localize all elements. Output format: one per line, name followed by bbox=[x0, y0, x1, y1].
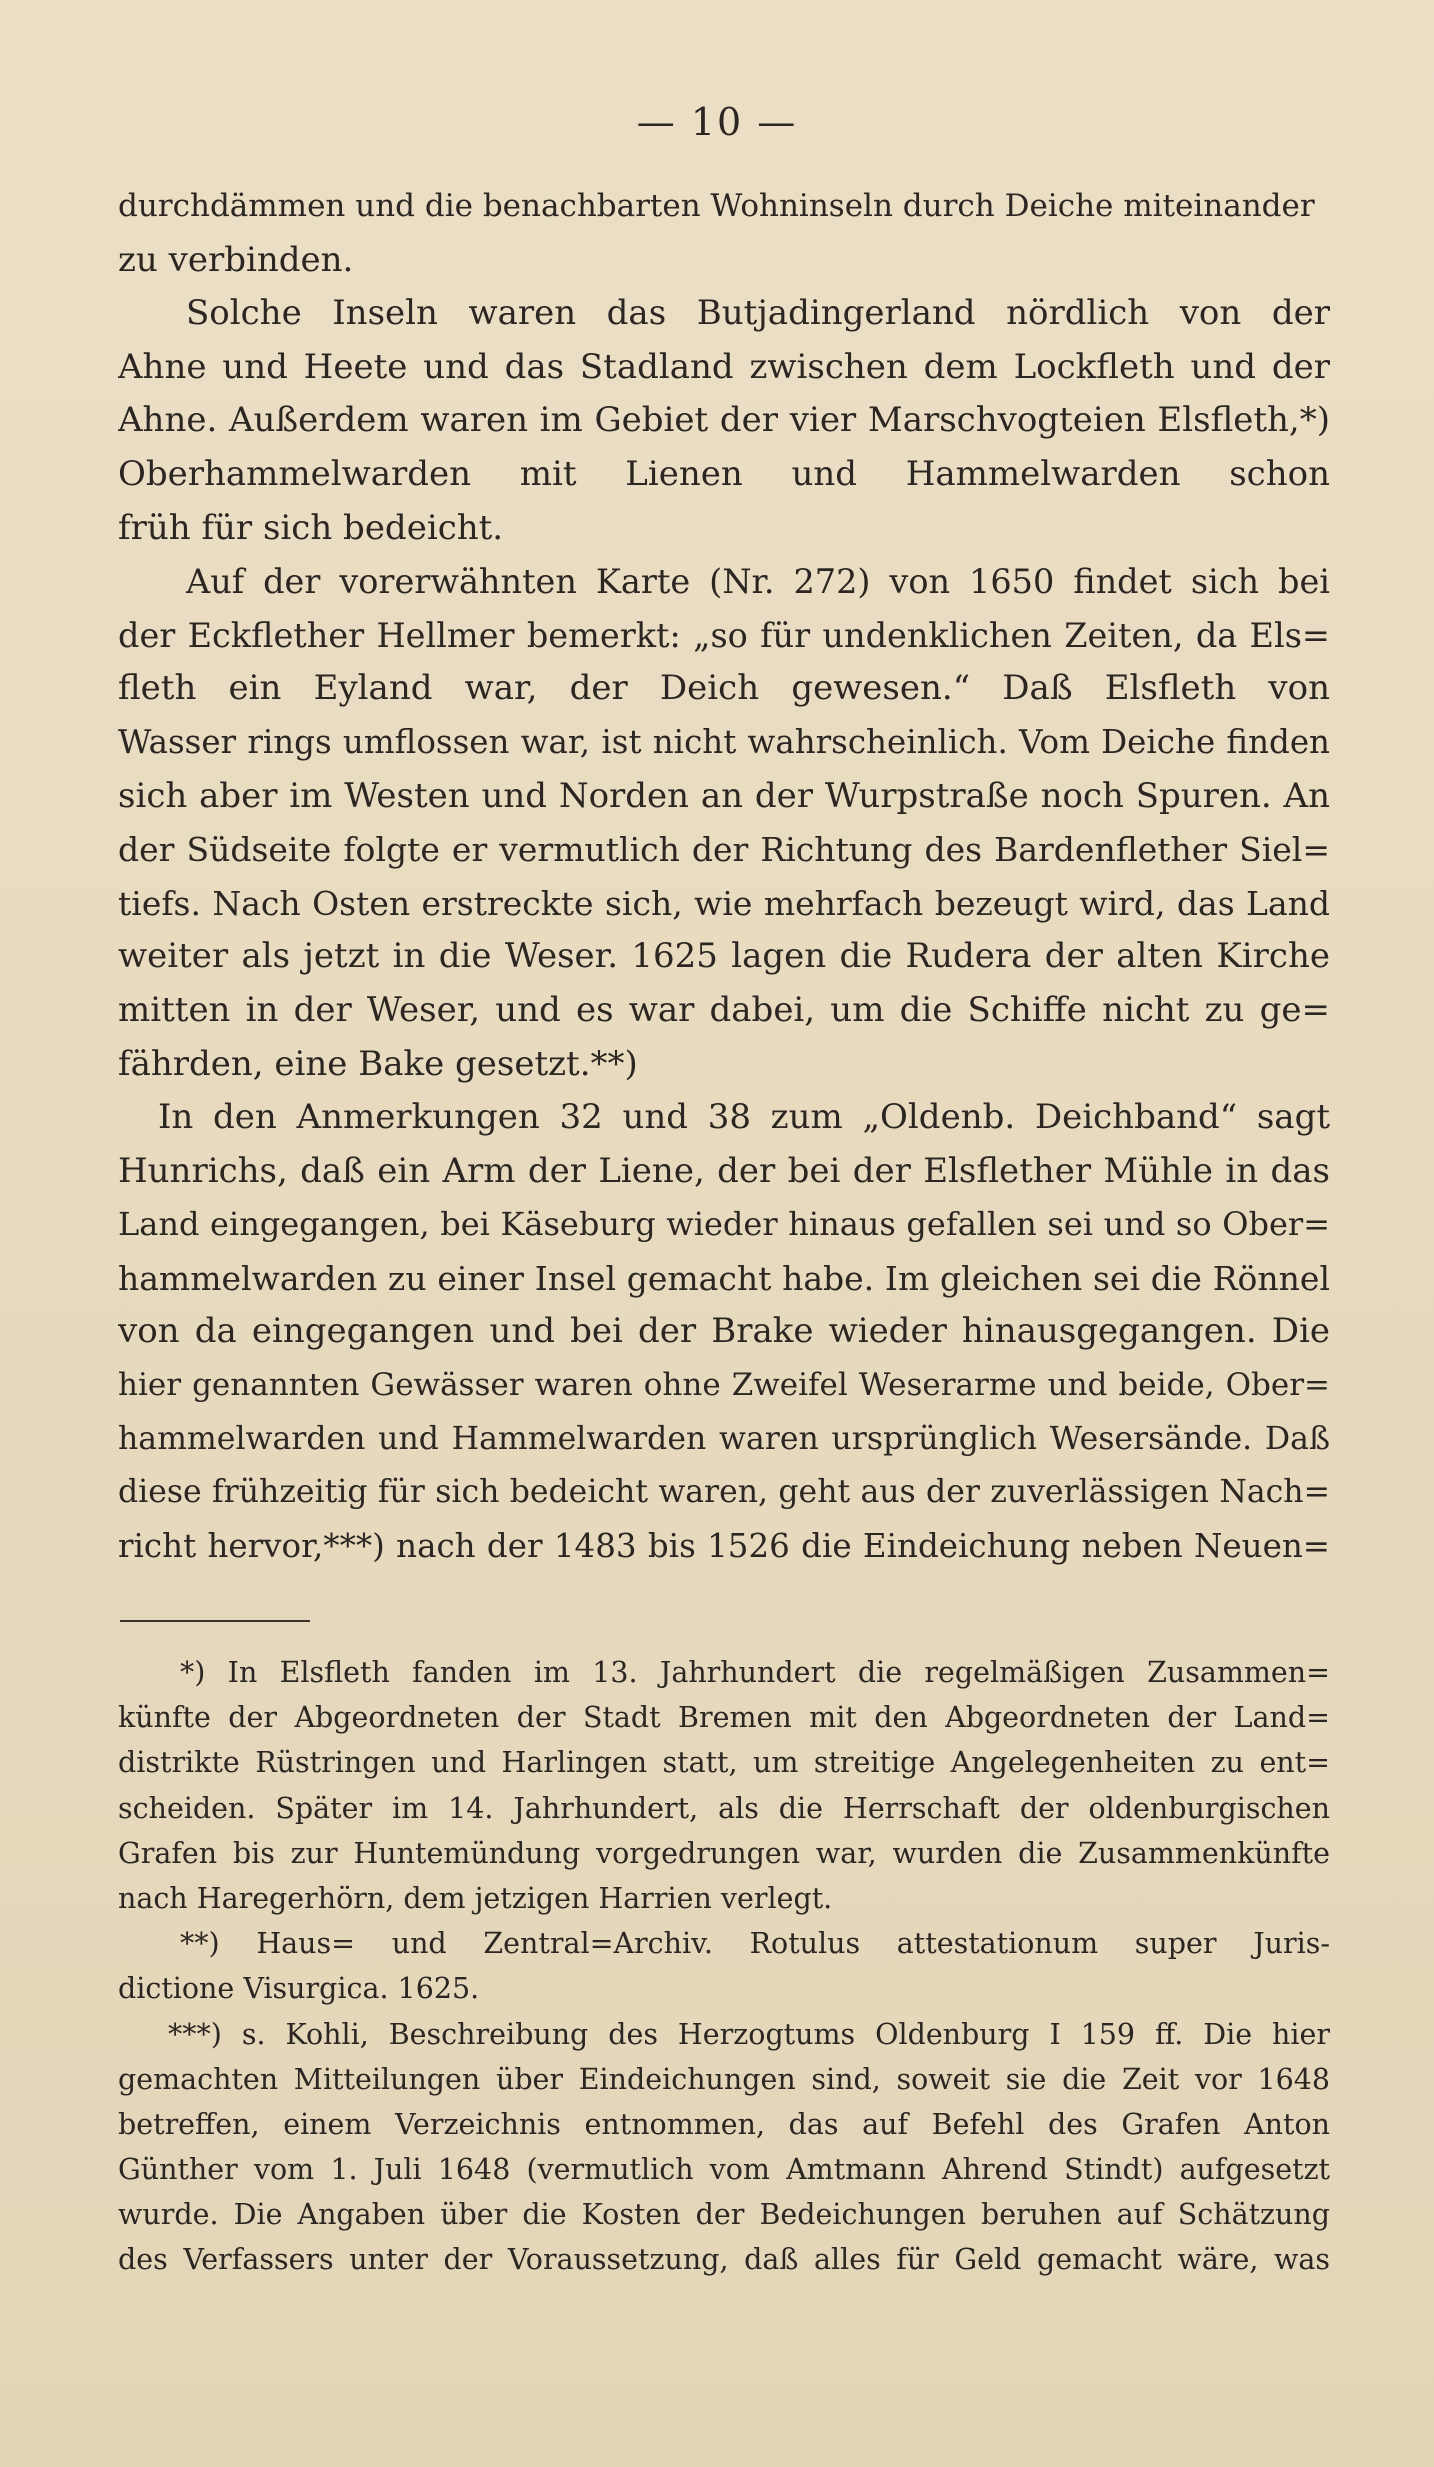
footnote-line: ***) s. Kohli, Beschreibung des Herzogtums Oldenburg I 159 ff. Die hier bbox=[168, 2017, 1330, 2051]
footnote-line: distrikte Rüstringen und Harlingen statt, um streitige Angelegenheiten zu ent= bbox=[118, 1746, 1330, 1780]
text-line: tiefs. Nach Osten erstreckte sich, wie mehrfach bezeugt wird, das Land bbox=[118, 883, 1330, 923]
text-line: weiter als jetzt in die Weser. 1625 lagen die Rudera der alten Kirche bbox=[118, 936, 1330, 977]
text-line: der Südseite folgte er vermutlich der Richtung des Bardenflether Siel= bbox=[118, 830, 1330, 870]
text-line: Hunrichs, daß ein Arm der Liene, der bei der Elsflether Mühle in das bbox=[118, 1150, 1330, 1191]
footnotes bbox=[118, 1650, 1330, 2283]
footnote-line: dictione Visurgica. 1625. bbox=[118, 1972, 480, 2006]
text-line: Auf der vorerwähnten Karte (Nr. 272) von 1650 findet sich bei bbox=[186, 562, 1330, 602]
text-line: hammelwarden zu einer Insel gemacht habe. Im gleichen sei die Rönnel bbox=[118, 1258, 1330, 1298]
text-line: Land eingegangen, bei Käseburg wieder hinaus gefallen sei und so Ober= bbox=[118, 1205, 1330, 1244]
text-line: hier genannten Gewässer waren ohne Zweifel Weserarme und beide, Ober= bbox=[118, 1367, 1330, 1404]
footnote-line: gemachten Mitteilungen über Eindeichungen sind, soweit sie die Zeit vor 1648 bbox=[118, 2062, 1330, 2096]
footnote-line: nach Haregerhörn, dem jetzigen Harrien verlegt. bbox=[118, 1881, 833, 1915]
text-line: fährden, eine Bake gesetzt.**) bbox=[118, 1043, 638, 1084]
text-line: hammelwarden und Hammelwarden waren ursprünglich Wesersände. Daß bbox=[118, 1420, 1330, 1457]
footnote-line: betreffen, einem Verzeichnis entnommen, das auf Befehl des Grafen Anton bbox=[118, 2107, 1330, 2141]
text-line: zu verbinden. bbox=[118, 239, 354, 280]
footnote-line: Günther vom 1. Juli 1648 (vermutlich vom Amtmann Ahrend Stindt) aufgesetzt bbox=[118, 2153, 1330, 2187]
text-line: sich aber im Westen und Norden an der Wurpstraße noch Spuren. An bbox=[118, 775, 1330, 816]
text-line: diese frühzeitig für sich bedeicht waren, geht aus der zuverlässigen Nach= bbox=[118, 1474, 1330, 1511]
footnote-line: *) In Elsfleth fanden im 13. Jahrhundert die regelmäßigen Zusammen= bbox=[180, 1656, 1330, 1689]
text-line: Solche Inseln waren das Butjadingerland nördlich von der bbox=[186, 293, 1330, 334]
text-line: von da eingegangen und bei der Brake wieder hinausgegangen. Die bbox=[118, 1311, 1330, 1352]
page-number: — 10 — bbox=[636, 100, 798, 144]
footnote-line: wurde. Die Angaben über die Kosten der Bedeichungen beruhen auf Schätzung bbox=[118, 2198, 1330, 2232]
text-line: der Eckflether Hellmer bemerkt: „so für undenklichen Zeiten, da Els= bbox=[118, 615, 1330, 655]
text-line: Ahne und Heete und das Stadland zwischen dem Lockfleth und der bbox=[118, 346, 1330, 387]
footnote-line: künfte der Abgeordneten der Stadt Bremen mit den Abgeordneten der Land= bbox=[118, 1701, 1330, 1735]
text-line: durchdämmen und die benachbarten Wohninseln durch Deiche miteinander bbox=[118, 188, 1315, 224]
text-line: Oberhammelwarden mit Lienen und Hammelwarden schon bbox=[118, 453, 1330, 494]
footnote-line: scheiden. Später im 14. Jahrhundert, als die Herrschaft der oldenburgischen bbox=[118, 1791, 1330, 1825]
text-line: Ahne. Außerdem waren im Gebiet der vier Marschvogteien Elsfleth,*) bbox=[118, 400, 1330, 441]
text-line: mitten in der Weser, und es war dabei, um die Schiffe nicht zu ge= bbox=[118, 989, 1330, 1030]
footnote-divider bbox=[120, 1620, 310, 1622]
text-line: richt hervor,***) nach der 1483 bis 1526 die Eindeichung neben Neuen= bbox=[118, 1526, 1330, 1565]
text-line: fleth ein Eyland war, der Deich gewesen.“ Daß Elsfleth von bbox=[118, 668, 1330, 709]
footnote-line: **) Haus= und Zentral=Archiv. Rotulus attestationum super Juris- bbox=[180, 1927, 1330, 1961]
footnote-line: Grafen bis zur Huntemündung vorgedrungen war, wurden die Zusammenkünfte bbox=[118, 1836, 1330, 1870]
main-text bbox=[118, 180, 1330, 1573]
text-line: Wasser rings umflossen war, ist nicht wahrscheinlich. Vom Deiche finden bbox=[118, 722, 1330, 761]
text-line: früh für sich bedeicht. bbox=[118, 507, 504, 548]
text-line: In den Anmerkungen 32 und 38 zum „Oldenb. Deichband“ sagt bbox=[158, 1097, 1330, 1138]
footnote-line: des Verfassers unter der Voraussetzung, daß alles für Geld gemacht wäre, was bbox=[118, 2243, 1330, 2277]
